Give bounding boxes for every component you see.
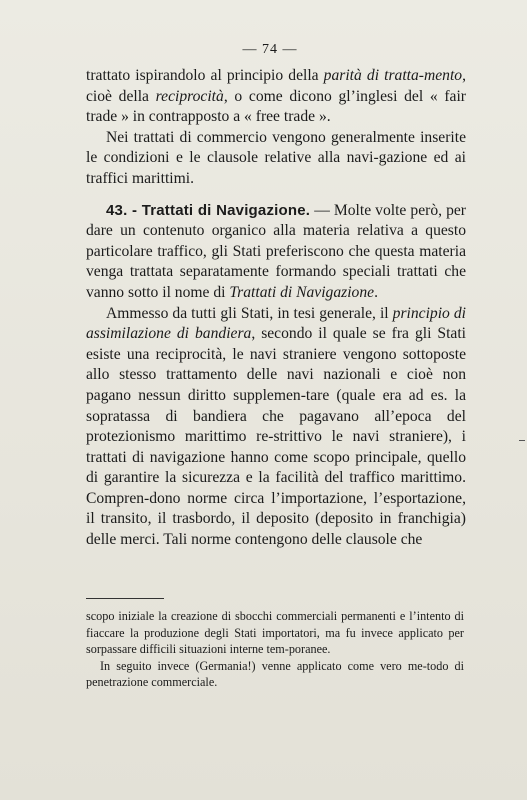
section-navigation-treaties: [86, 201, 466, 304]
text-run: trattato ispirandolo al principio della: [86, 67, 324, 84]
margin-mark: [519, 440, 525, 441]
footnote-paragraph: In seguito invece (Germania!) venne applicato come vero me-todo di penetrazione commerciale.: [86, 658, 464, 690]
footnote-paragraph: scopo iniziale la creazione di sbocchi commerciali permanenti e l’intento di fiaccare la produzione degli Stati importatori, ma fu invece applicato per sorpassare difficili situazioni interne tem-poranee.: [86, 609, 464, 657]
text-run: , secondo il quale se fra gli Stati esiste una reciprocità, le navi straniere vengono sottoposte allo stesso trattamento delle navi nazionali e cioè non pagano nessun diritto supplemen-tare (quale era ad es. la sopratassa di bandiera che pagavano all’epoca del protezionismo marittimo re-strittivo le navi straniere), i trattati di navigazione hanno come scopo principale, quello di garantire la sicurezza e la facilità del traffico marittimo. Compren-dono norme circa l’importazione, l’esportazione, il transito, il trasbordo, il deposito (deposito in franchigia) delle merci. Tali norme contengono delle clausole che: [86, 325, 466, 549]
italic-term: parità di tratta-mento: [323, 67, 463, 84]
italic-term: reciprocità: [155, 87, 224, 105]
main-text: [86, 66, 466, 551]
footnote: [86, 608, 464, 691]
text-run: — Molte volte però, per dare un contenuto organico alla materia relativa a questo particolare traffico, gli Stati preferiscono che questa materia venga trattata separatamente formando speciali trattati che vanno sotto il nome di: [86, 201, 466, 301]
page-number: — 74 —: [242, 42, 298, 57]
paragraph-continuation: [86, 66, 466, 128]
italic-term: principio di assimilazione di bandiera: [86, 304, 466, 343]
section-heading: 43. - Trattati di Navigazione.: [106, 201, 311, 219]
text-run: .: [374, 283, 378, 301]
text-run: Ammesso da tutti gli Stati, in tesi generale, il: [106, 304, 393, 322]
paragraph-flag-assimilation: [86, 304, 466, 551]
footnote-divider: [86, 598, 164, 599]
italic-term: Trattati di Navigazione: [229, 283, 375, 301]
paragraph-commercial-treaties: Nei trattati di commercio vengono generalmente inserite le condizioni e le clausole relative alla navi-gazione ed ai traffici marittimi.: [86, 128, 466, 187]
text-run: , cioè della: [86, 67, 466, 105]
text-run: , o come dicono gl’inglesi del « fair trade » in contrapposto a « free trade ».: [86, 87, 466, 126]
